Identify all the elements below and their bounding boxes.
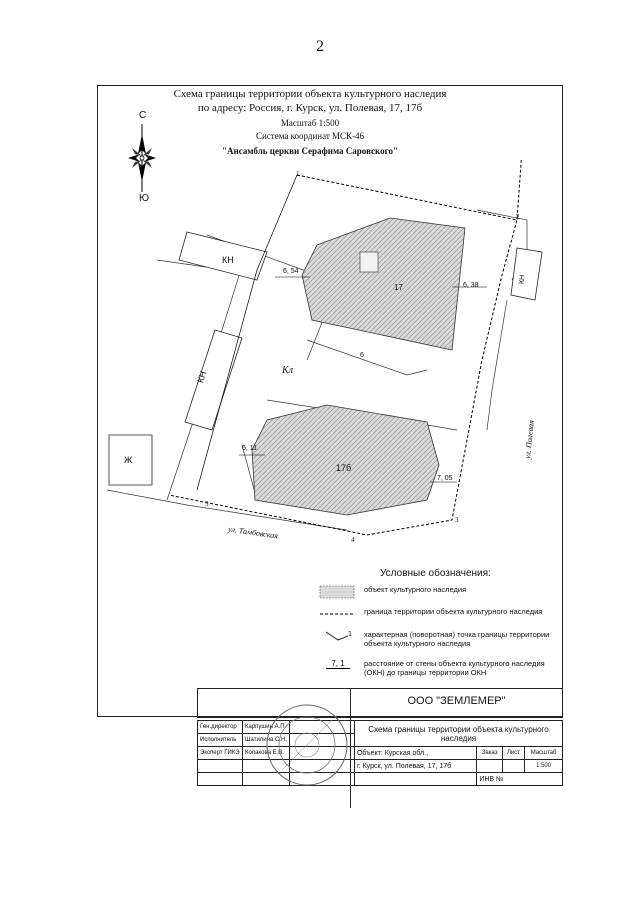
outbuilding-kn-right: [511, 248, 542, 300]
compass-north-label: С: [139, 110, 147, 121]
object-line2: г. Курск, ул. Полевая, 17, 17б: [354, 760, 476, 773]
heritage-building-17b: [252, 405, 439, 515]
object-line1: Объект: Курская обл.,: [354, 747, 476, 760]
col-sheet: Лист: [502, 747, 524, 760]
label-kl: Кл: [282, 365, 294, 376]
compass-south-label: Ю: [139, 193, 150, 204]
tb-name: Карпушин А.П.: [243, 721, 290, 734]
tb-name: Копакова Е.В.: [243, 747, 290, 760]
label-kn-left: КН: [195, 369, 209, 385]
col-scale: Масштаб: [525, 747, 563, 760]
boundary-point-3: 3: [455, 516, 459, 524]
street-label-tambovskaya: ул. Тамбовская: [227, 524, 279, 541]
round-stamp-icon: [262, 700, 352, 790]
label-building-17: 17: [394, 283, 403, 292]
col-order: Заказ: [477, 747, 503, 760]
map-title-line2: по адресу: Россия, г. Курск, ул. Полевая, 17, 17б: [197, 102, 423, 114]
title-block-table: [197, 720, 563, 786]
tb-role: Ген.директор: [198, 721, 243, 734]
map-title-line1: Схема границы территории объекта культурного наследия: [173, 88, 447, 100]
tb-role: Исполнитель: [198, 734, 243, 747]
legend-hatch-icon: [318, 585, 358, 599]
legend-title: Условные обозначения:: [380, 568, 491, 579]
dimension-6-11: 6, 11: [242, 445, 258, 452]
boundary-point-1: 1: [296, 170, 300, 178]
heritage-building-17: [302, 218, 465, 350]
label-building-17b: 17б: [336, 463, 352, 473]
dimension-6-54: 6, 54: [283, 268, 299, 275]
doc-title: Схема границы территории объекта культурного наследия: [354, 721, 562, 747]
map-coordinate-system: Система координат МСК-46: [255, 131, 365, 141]
legend-point-icon: [318, 630, 358, 644]
boundary-point-4: 4: [351, 536, 355, 544]
map-scale: Масштаб 1:500: [280, 118, 340, 128]
label-kn-top: КН: [222, 255, 234, 265]
dimension-6-38: 6, 38: [463, 282, 479, 289]
boundary-point-5: 5: [205, 500, 209, 508]
dimension-7-05: 7, 05: [437, 475, 453, 482]
tb-role: Эксперт ГИКЭ: [198, 747, 243, 760]
outbuilding-kn-left: [185, 330, 242, 430]
company-name: ООО "ЗЕМЛЕМЕР": [407, 695, 506, 707]
legend-boundary-icon: [318, 607, 358, 621]
scale-value: 1:500: [525, 760, 563, 773]
label-kn-right: КН: [518, 274, 527, 285]
tb-name: Шатилина С.Н.: [243, 734, 290, 747]
inventory-number: ИНВ №: [477, 773, 563, 786]
street-label-polevaya: ул. Полевая: [522, 419, 536, 460]
page-number: 2: [316, 38, 324, 55]
site-plan-map: [97, 160, 563, 560]
label-six: 6: [360, 352, 364, 359]
label-zh: Ж: [124, 455, 133, 465]
boundary-point-2: 2: [516, 213, 520, 221]
ensemble-name: "Ансамбль церкви Серафима Саровского": [222, 146, 398, 156]
